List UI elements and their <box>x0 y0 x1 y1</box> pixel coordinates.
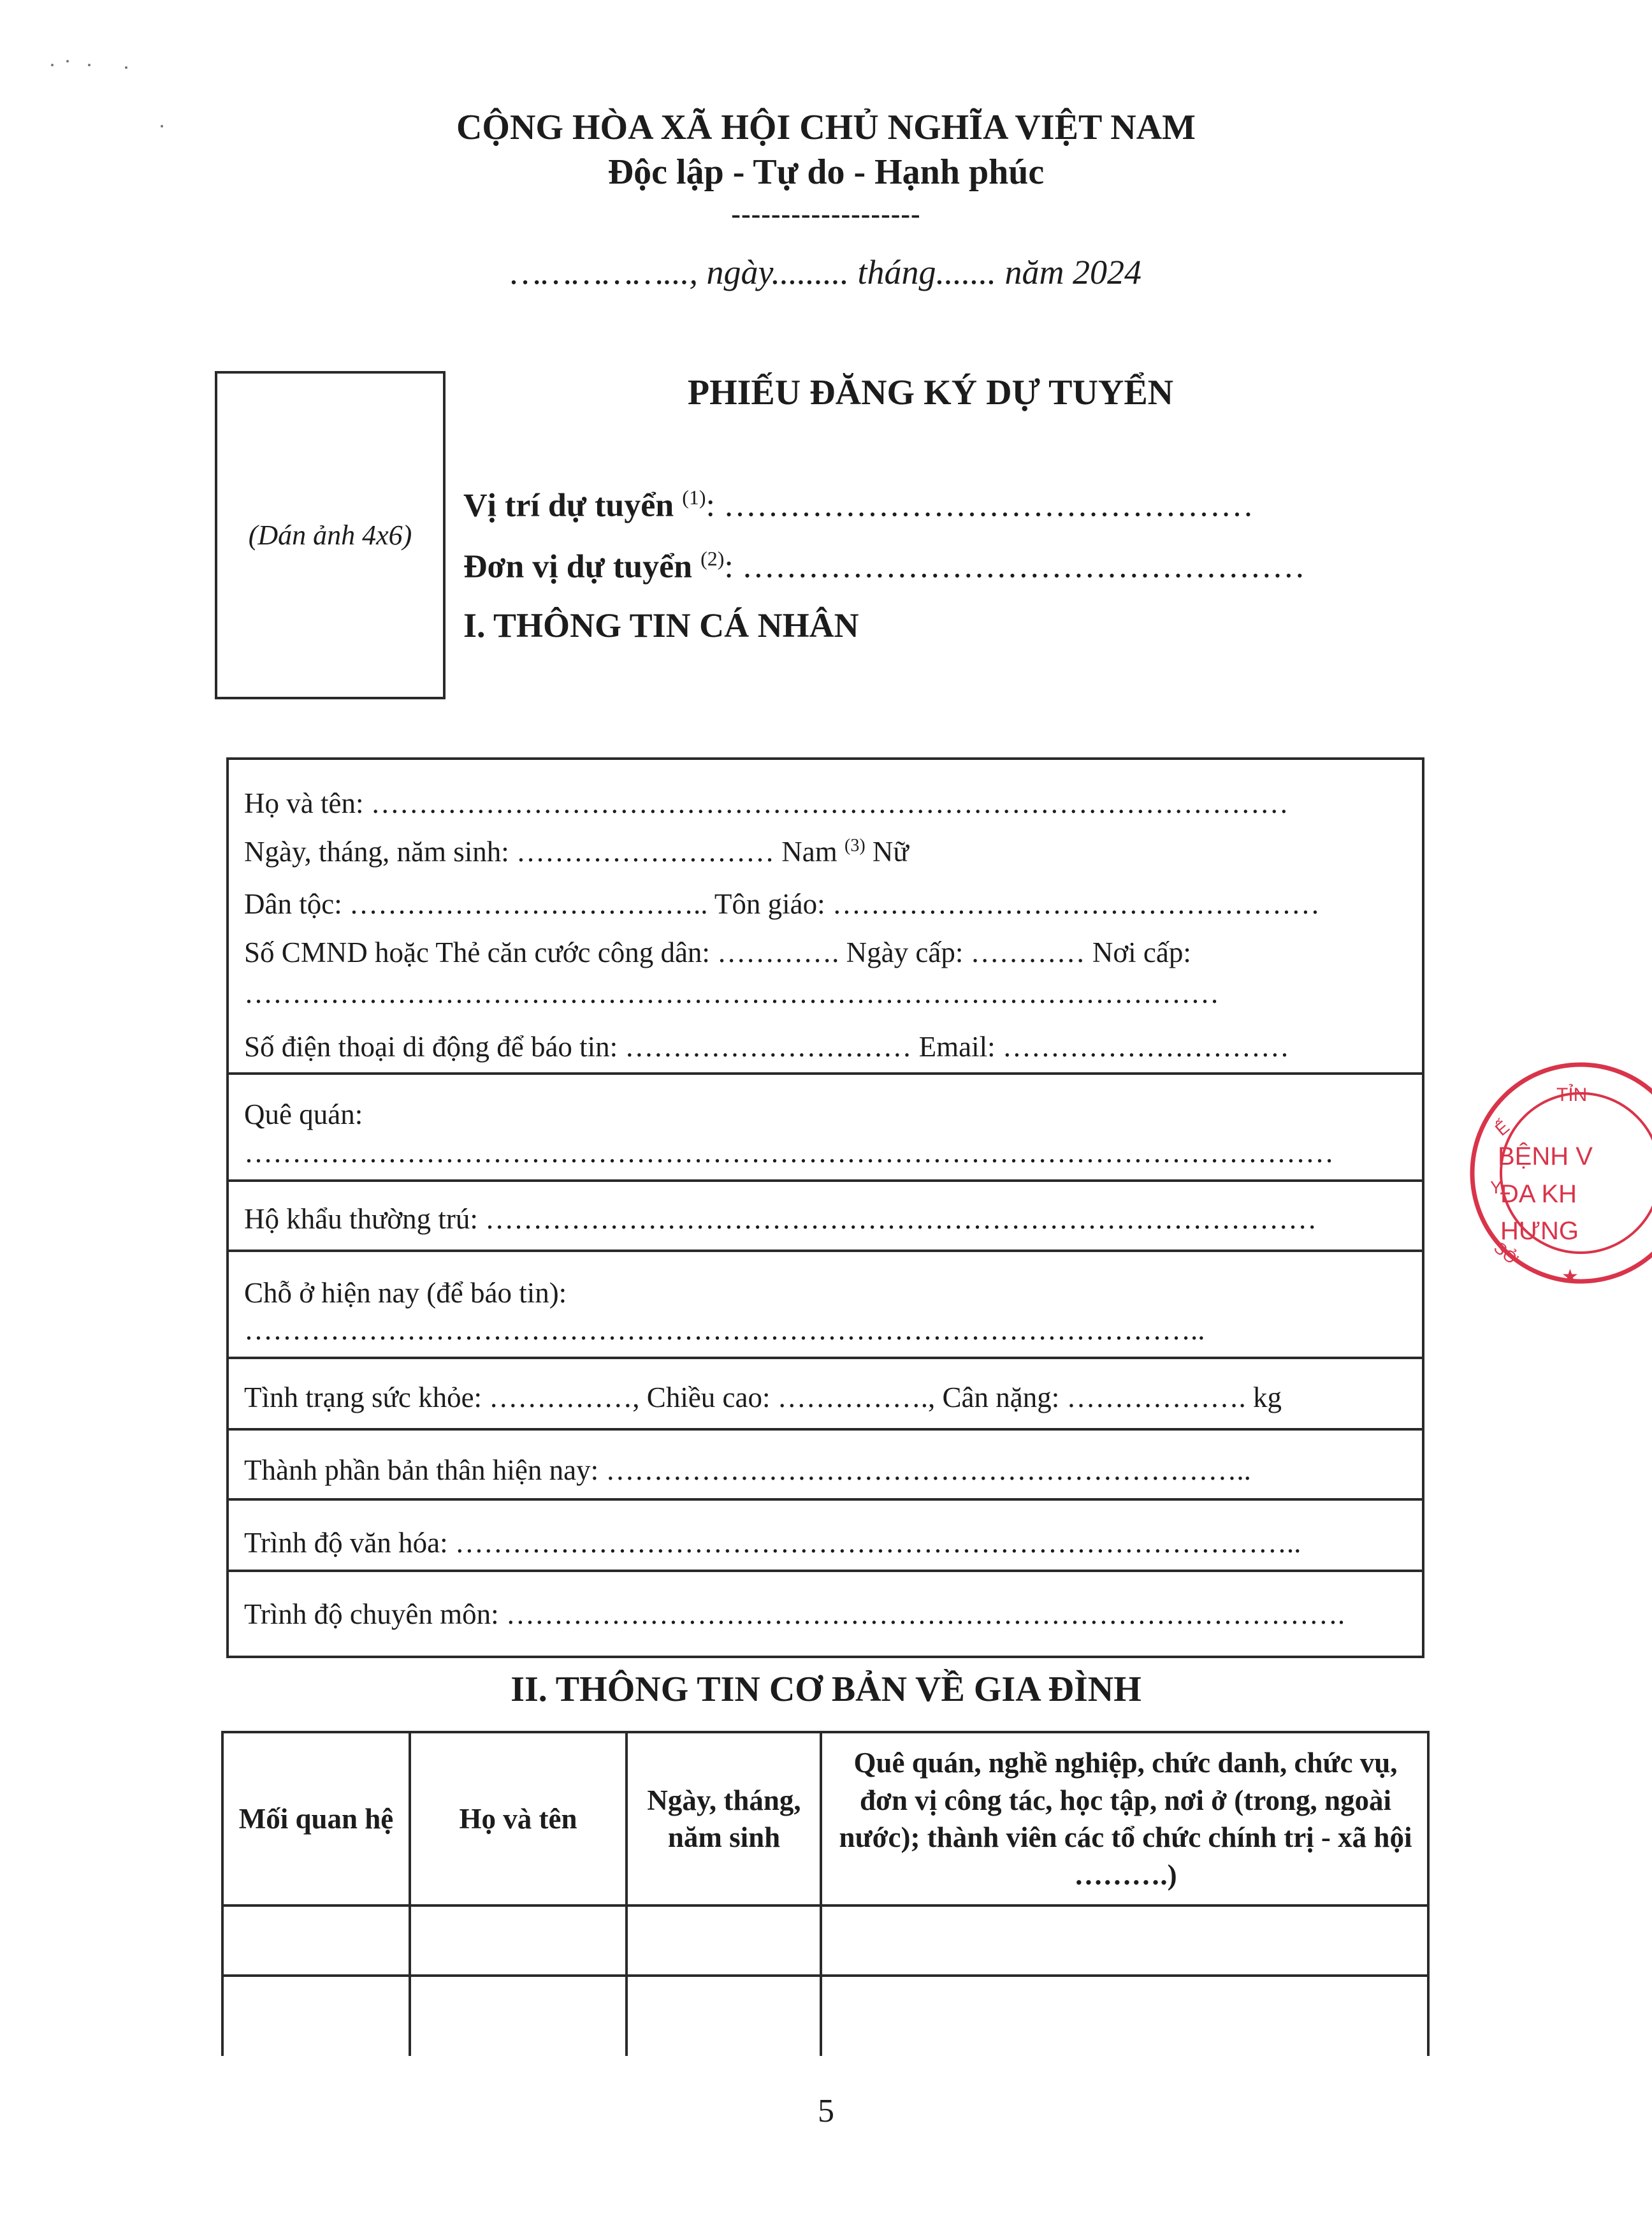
male-note: (3) <box>844 836 866 856</box>
stamp-star-icon: ★ <box>1561 1265 1579 1288</box>
form-title: PHIẾU ĐĂNG KÝ DỰ TUYỂN <box>687 373 1174 412</box>
photo-box-label: (Dán ảnh 4x6) <box>248 520 412 551</box>
position-field[interactable] <box>463 486 1254 524</box>
education-row <box>229 1498 1422 1572</box>
female-option: Nữ <box>872 836 909 868</box>
ethnicity-field[interactable]: Dân tộc: ……………………………….. Tôn giáo: …………………………………………… <box>244 888 1320 920</box>
scan-speck <box>51 64 54 66</box>
id-card-cont[interactable]: ………………………………………………………………………………………… <box>244 977 1219 1009</box>
personal-info-table <box>226 757 1424 1658</box>
page-number: 5 <box>818 2093 834 2129</box>
hometown-row <box>229 1072 1422 1182</box>
stamp-left-letter: Y <box>1490 1177 1502 1197</box>
unit-note: (2) <box>700 547 725 570</box>
stamp-line-3: HƯNG <box>1500 1217 1579 1245</box>
scan-speck <box>66 60 69 62</box>
stamp-top-arc: TỈN <box>1556 1084 1588 1105</box>
phone-field[interactable]: Số điện thoại di động để báo tin: ………………………… Email: ………………………… <box>244 1031 1289 1063</box>
stamp-line-2: ĐA KH <box>1500 1180 1577 1208</box>
health-row <box>229 1357 1422 1431</box>
row-divider <box>224 1974 1427 1977</box>
family-cell[interactable] <box>822 1907 1427 1974</box>
stamp-left-letter-e: Ế <box>1491 1116 1514 1140</box>
background-field[interactable]: Thành phần bản thân hiện nay: ………………………………………………………….. <box>244 1454 1251 1486</box>
national-motto: Độc lập - Tự do - Hạnh phúc <box>607 152 1045 192</box>
dateline: ……………..., ngày......... tháng....... năm 2024 <box>510 253 1142 291</box>
dob-text: Ngày, tháng, năm sinh: ……………………… Nam <box>244 836 837 868</box>
red-seal-stamp <box>1434 1046 1612 1301</box>
scan-speck <box>88 64 91 66</box>
stamp-bottom-letters: SỞ <box>1490 1237 1522 1269</box>
identity-row <box>229 760 1422 1072</box>
address-row <box>229 1250 1422 1359</box>
section-family-title: II. THÔNG TIN CƠ BẢN VỀ GIA ĐÌNH <box>511 1670 1141 1709</box>
specialty-row <box>229 1570 1422 1661</box>
family-cell[interactable] <box>628 1907 820 1974</box>
full-name-field[interactable]: Họ và tên: …………………………………………………………………………………… <box>244 787 1289 819</box>
position-label: Vị trí dự tuyển <box>463 487 674 524</box>
id-card-field[interactable]: Số CMND hoặc Thẻ căn cước công dân: …………. Ngày cấp: ………… Nơi cấp: <box>244 936 1191 968</box>
scan-speck <box>125 66 127 69</box>
education-field[interactable]: Trình độ văn hóa: …………………………………………………………………………….. <box>244 1527 1301 1559</box>
national-title: CỘNG HÒA XÃ HỘI CHỦ NGHĨA VIỆT NAM <box>456 108 1196 147</box>
column-header-relation: Mối quan hệ <box>238 1802 394 1835</box>
column-header-dob: Ngày, tháng, năm sinh <box>647 1784 801 1853</box>
family-cell[interactable] <box>224 1907 409 1974</box>
current-address-label: Chỗ ở hiện nay (để báo tin): <box>244 1277 567 1309</box>
column-divider <box>820 1733 822 2056</box>
column-header-name: Họ và tên <box>459 1802 577 1835</box>
unit-field[interactable] <box>463 547 1305 585</box>
position-note: (1) <box>682 486 706 509</box>
current-address-field[interactable]: ……………………………………………………………………………………….. <box>244 1314 1205 1346</box>
unit-fill: : …………………………………………… <box>724 548 1305 585</box>
residence-row <box>229 1179 1422 1252</box>
specialty-field[interactable]: Trình độ chuyên môn: ……………………………………………………………………………. <box>244 1598 1345 1630</box>
residence-field[interactable]: Hộ khẩu thường trú: …………………………………………………………………………… <box>244 1203 1317 1235</box>
unit-label: Đơn vị dự tuyển <box>463 548 693 585</box>
health-field[interactable]: Tình trạng sức khỏe: ……………, Chiều cao: ……………., Cân nặng: ………………. kg <box>244 1381 1282 1413</box>
photo-box <box>215 371 446 699</box>
hometown-label: Quê quán: <box>244 1098 363 1130</box>
column-header-details: Quê quán, nghề nghiệp, chức danh, chức vụ, đơn vị công tác, học tập, nơi ở (trong, ngoài nước); thành viên các tổ chức chính trị - xã hội ……….) <box>839 1747 1412 1891</box>
position-fill: : ………………………………………… <box>706 487 1254 524</box>
background-row <box>229 1428 1422 1501</box>
family-cell[interactable] <box>411 1907 625 1974</box>
hometown-field[interactable]: …………………………………………………………………………………………………… <box>244 1137 1334 1169</box>
header-rule: ------------------- <box>731 198 921 230</box>
stamp-line-1: BỆNH V <box>1498 1142 1593 1170</box>
column-divider <box>625 1733 628 2056</box>
family-table <box>221 1731 1430 2056</box>
section-personal-title: I. THÔNG TIN CÁ NHÂN <box>463 606 859 645</box>
dob-field[interactable] <box>244 835 909 868</box>
